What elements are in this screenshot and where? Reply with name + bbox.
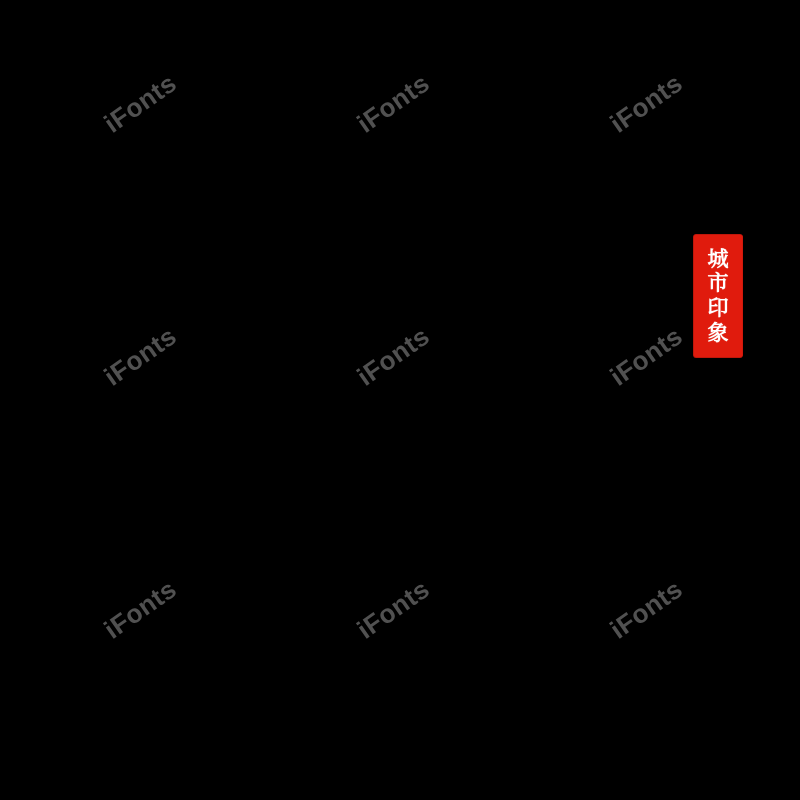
watermark-tile	[604, 574, 688, 646]
watermark-tile	[604, 321, 688, 393]
watermark-tile	[351, 68, 435, 140]
watermark-tile	[604, 68, 688, 140]
watermark-label: iFonts	[98, 320, 182, 392]
watermark-label: iFonts	[351, 573, 435, 645]
seal-text-column	[694, 235, 742, 357]
watermark-label: iFonts	[604, 67, 688, 139]
watermark-label: iFonts	[98, 67, 182, 139]
watermark-label: iFonts	[351, 67, 435, 139]
seal-character-3: 印	[707, 295, 729, 320]
watermark-label: iFonts	[351, 320, 435, 392]
seal-character-1: 城	[707, 245, 729, 271]
seal-character-2: 市	[707, 270, 729, 296]
watermark-tile	[98, 68, 182, 140]
red-seal-stamp	[694, 235, 742, 357]
watermark-tile	[351, 574, 435, 646]
watermark-label: iFonts	[604, 573, 688, 645]
watermark-label: iFonts	[98, 573, 182, 645]
watermark-tile	[98, 321, 182, 393]
watermark-tile	[351, 321, 435, 393]
watermark-tile	[98, 574, 182, 646]
seal-character-4: 象	[707, 319, 729, 345]
watermark-label: iFonts	[604, 320, 688, 392]
